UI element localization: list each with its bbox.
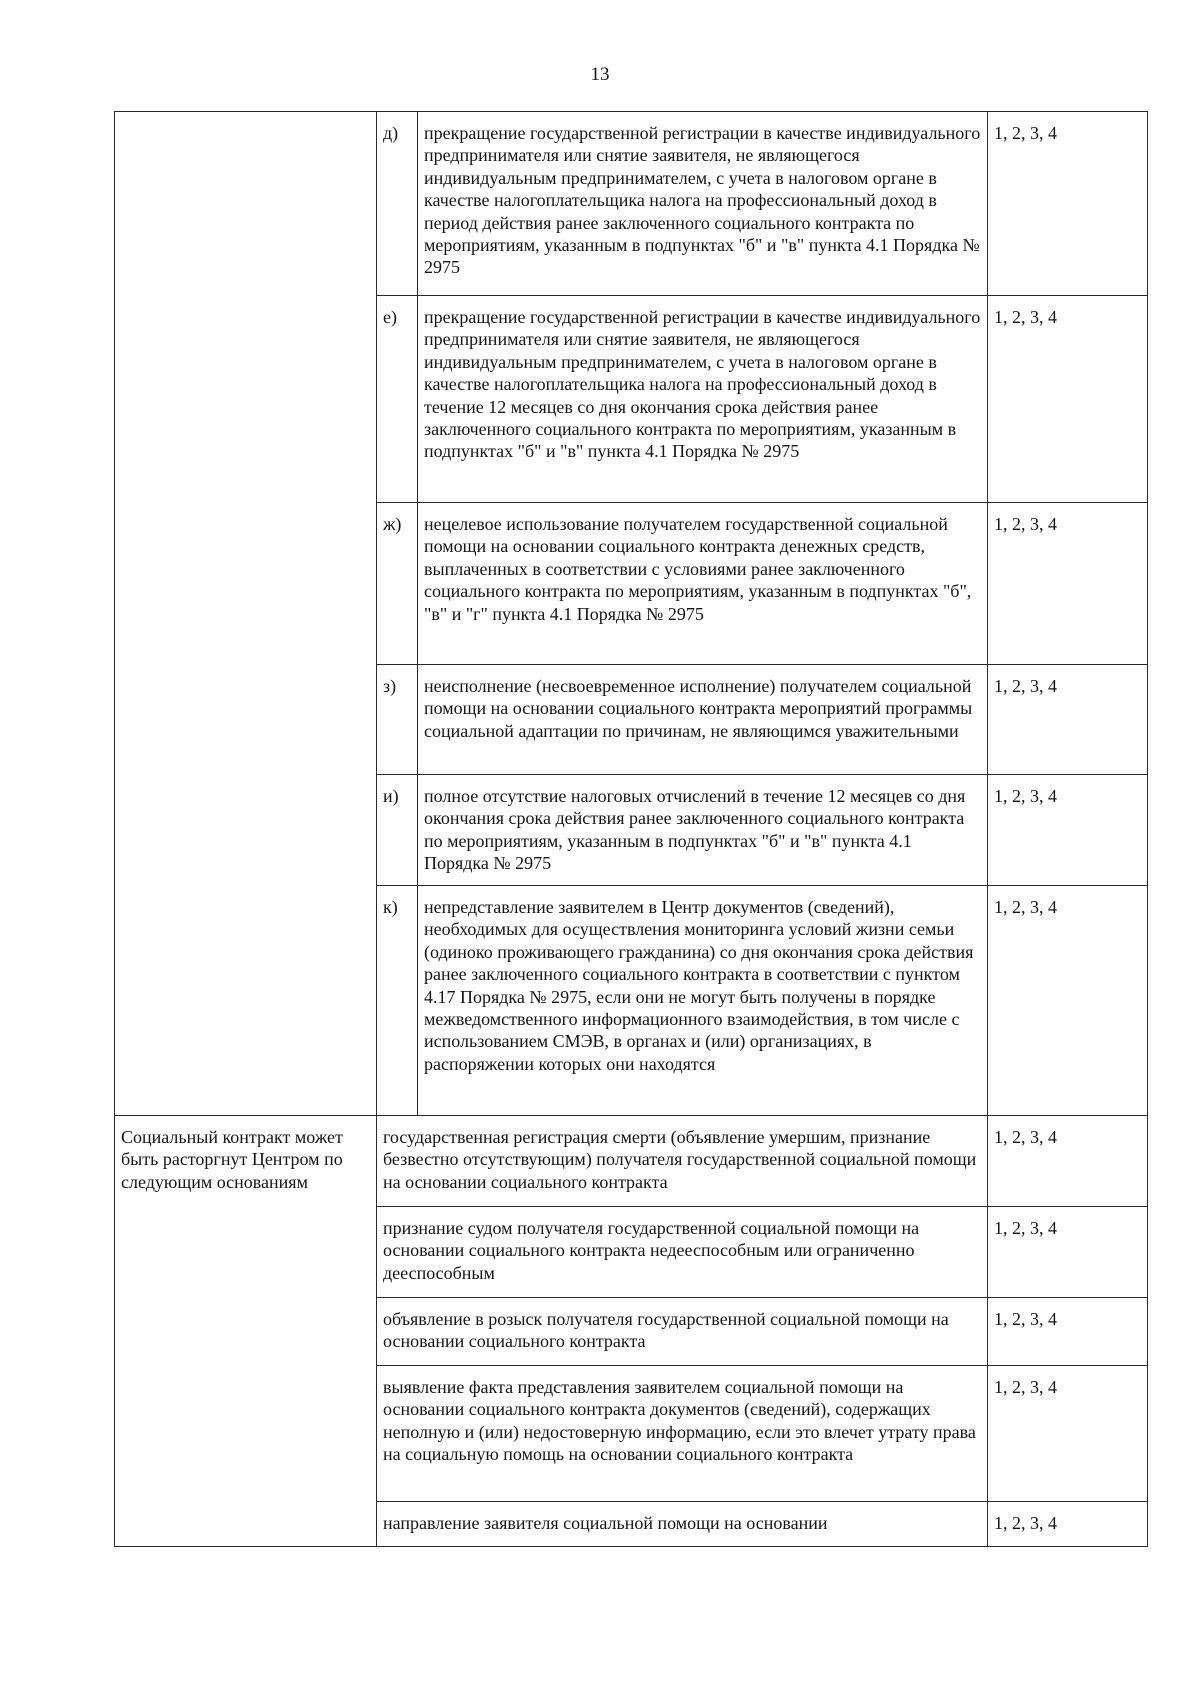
item-refs: 1, 2, 3, 4 [988, 112, 1148, 296]
table-row [115, 1366, 1148, 1502]
item-refs: 1, 2, 3, 4 [988, 1298, 1148, 1366]
table-row [115, 112, 1148, 296]
ground-cell-empty [115, 1207, 377, 1298]
item-letter: ж) [377, 503, 418, 665]
table-row [115, 886, 1148, 1116]
item-refs: 1, 2, 3, 4 [988, 1502, 1148, 1547]
table-row [115, 1502, 1148, 1547]
page-number: 13 [590, 64, 610, 85]
item-refs: 1, 2, 3, 4 [988, 1116, 1148, 1207]
item-text: объявление в розыск получателя государственной социальной помощи на основании социального контракта [377, 1298, 988, 1366]
item-text: прекращение государственной регистрации в качестве индивидуального предпринимателя или снятие заявителя, не являющегося индивидуальным предпринимателем, с учета в налоговом органе в качестве налогоплательщика налога на профессиональный доход в течение 12 месяцев со дня окончания срока действия ранее заключенного социального контракта по мероприятиям, указанным в подпунктах "б" и "в" пункта 4.1 Порядка № 2975 [418, 296, 988, 503]
item-letter: к) [377, 886, 418, 1116]
item-text: нецелевое использование получателем государственной социальной помощи на основании социального контракта денежных средств, выплаченных в соответствии с условиями ранее заключенного социального контракта по мероприятиям, указанным в подпунктах "б", "в" и "г" пункта 4.1 Порядка № 2975 [418, 503, 988, 665]
table-row [115, 1298, 1148, 1366]
item-refs: 1, 2, 3, 4 [988, 665, 1148, 775]
item-refs: 1, 2, 3, 4 [988, 886, 1148, 1116]
ground-cell-empty [115, 503, 377, 665]
ground-cell-empty [115, 1298, 377, 1366]
item-text: неисполнение (несвоевременное исполнение) получателем социальной помощи на основании социального контракта мероприятий программы социальной адаптации по причинам, не являющимся уважительными [418, 665, 988, 775]
ground-cell-empty [115, 296, 377, 503]
ground-label: Социальный контракт может быть расторгнут Центром по следующим основаниям [115, 1116, 377, 1207]
item-letter: е) [377, 296, 418, 503]
item-text: признание судом получателя государственной социальной помощи на основании социального контракта недееспособным или ограниченно дееспособным [377, 1207, 988, 1298]
table-row [115, 1116, 1148, 1207]
item-letter: д) [377, 112, 418, 296]
item-refs: 1, 2, 3, 4 [988, 296, 1148, 503]
item-refs: 1, 2, 3, 4 [988, 503, 1148, 665]
item-text: направление заявителя социальной помощи на основании [377, 1502, 988, 1547]
item-refs: 1, 2, 3, 4 [988, 775, 1148, 886]
item-letter: и) [377, 775, 418, 886]
grounds-table [114, 111, 1148, 1547]
table-row [115, 503, 1148, 665]
ground-cell-empty [115, 775, 377, 886]
table-row [115, 296, 1148, 503]
item-text: полное отсутствие налоговых отчислений в течение 12 месяцев со дня окончания срока действия ранее заключенного социального контракта по мероприятиям, указанным в подпунктах "б" и "в" пункта 4.1 Порядка № 2975 [418, 775, 988, 886]
item-text: непредставление заявителем в Центр документов (сведений), необходимых для осуществления мониторинга условий жизни семьи (одиноко проживающего гражданина) со дня окончания срока действия ранее заключенного социального контракта в соответствии с пунктом 4.17 Порядка № 2975, если они не могут быть получены в порядке межведомственного информационного взаимодействия, в том числе с использованием СМЭВ, в органах и (или) организациях, в распоряжении которых они находятся [418, 886, 988, 1116]
ground-cell-empty [115, 1366, 377, 1502]
item-text: государственная регистрация смерти (объявление умершим, признание безвестно отсутствующим) получателя государственной социальной помощи на основании социального контракта [377, 1116, 988, 1207]
item-text: прекращение государственной регистрации в качестве индивидуального предпринимателя или снятие заявителя, не являющегося индивидуальным предпринимателем, с учета в налоговом органе в качестве налогоплательщика налога на профессиональный доход в период действия ранее заключенного социального контракта по мероприятиям, указанным в подпунктах "б" и "в" пункта 4.1 Порядка № 2975 [418, 112, 988, 296]
ground-cell-empty [115, 665, 377, 775]
table-row [115, 665, 1148, 775]
table-row [115, 775, 1148, 886]
table-row [115, 1207, 1148, 1298]
item-letter: з) [377, 665, 418, 775]
item-refs: 1, 2, 3, 4 [988, 1207, 1148, 1298]
item-refs: 1, 2, 3, 4 [988, 1366, 1148, 1502]
ground-cell-empty [115, 112, 377, 296]
item-text: выявление факта представления заявителем социальной помощи на основании социального контракта документов (сведений), содержащих неполную и (или) недостоверную информацию, если это влечет утрату права на социальную помощь на основании социального контракта [377, 1366, 988, 1502]
ground-cell-empty [115, 1502, 377, 1547]
ground-cell-empty [115, 886, 377, 1116]
